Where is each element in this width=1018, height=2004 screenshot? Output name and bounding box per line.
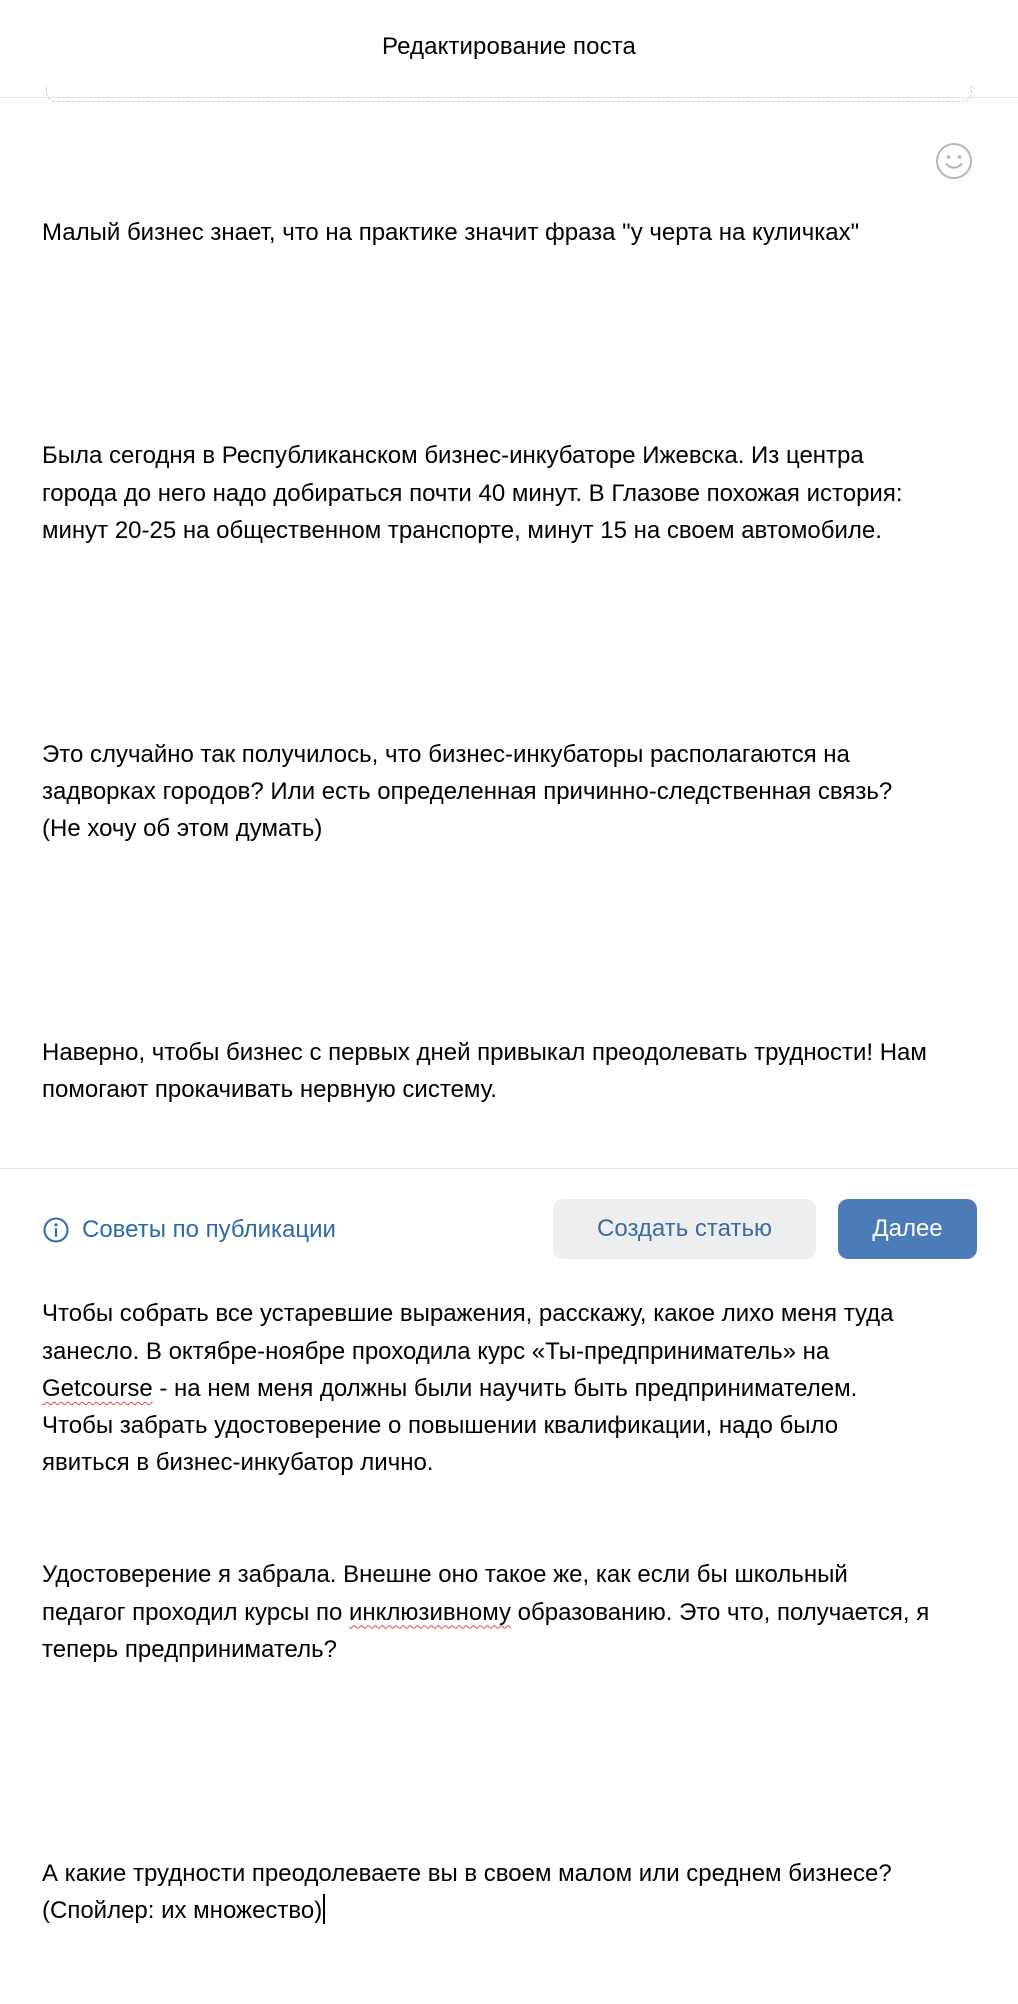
- create-article-button[interactable]: Создать статью: [553, 1199, 816, 1259]
- blank-line: [42, 624, 932, 661]
- post-paragraph: [42, 1556, 936, 1668]
- next-button[interactable]: Далее: [838, 1199, 977, 1259]
- emoji-button[interactable]: [935, 142, 973, 180]
- info-icon: [42, 1216, 70, 1244]
- post-paragraph: Наверно, чтобы бизнес с первых дней привыкал преодолевать трудности! Нам помогают прокачивать нервную систему.: [42, 1039, 934, 1104]
- blank-line: [42, 1743, 932, 1780]
- blank-line: [42, 922, 932, 959]
- post-paragraph: [42, 1855, 932, 1930]
- post-paragraph: Была сегодня в Республиканском бизнес-инкубаторе Ижевска. Из центра города до него надо добираться почти 40 минут. В Глазове похожая история: минут 20-25 на общественном транспорте, минут 15 на своем автомобиле.: [42, 442, 910, 544]
- text-segment: Чтобы собрать все устаревшие выражения, расскажу, какое лихо меня туда занесло. В октябре-ноябре проходила курс «Ты-предприниматель» на: [42, 1300, 901, 1365]
- post-paragraph: Малый бизнес знает, что на практике значит фраза "у черта на куличках": [42, 218, 860, 246]
- post-text-editor[interactable]: [42, 139, 936, 2004]
- modal-header: [0, 0, 1018, 98]
- misspelled-word[interactable]: Getcourse: [42, 1374, 153, 1402]
- smile-icon: [935, 142, 973, 180]
- text-cursor: [323, 1894, 325, 1924]
- publication-tips-label: Советы по публикации: [82, 1216, 336, 1243]
- blank-line: [42, 325, 932, 362]
- text-segment: А какие трудности преодолеваете вы в своем малом или среднем бизнесе? (Спойлер: их множество): [42, 1859, 899, 1924]
- text-segment: образованию. Это что, получается, я теперь предприниматель?: [42, 1598, 936, 1663]
- misspelled-word[interactable]: инклюзивному: [349, 1598, 511, 1626]
- modal-footer: [0, 1168, 1018, 1280]
- post-paragraph: [42, 1295, 932, 1481]
- post-paragraph: Это случайно так получилось, что бизнес-инкубаторы располагаются на задворках городов? Или есть определенная причинно-следственная связь? (Не хочу об этом думать): [42, 740, 899, 843]
- attachments-divider: [46, 86, 972, 102]
- publication-tips-link[interactable]: [42, 1213, 336, 1247]
- text-segment: - на нем меня должны были научить быть предпринимателем. Чтобы забрать удостоверение о повышении квалификации, надо было явиться в бизнес-инкубатор лично.: [42, 1374, 864, 1477]
- modal-title: Редактирование поста: [382, 32, 636, 60]
- text-segment: Удостоверение я забрала. Внешне оно такое же, как если бы школьный педагог проходил курсы по: [42, 1561, 855, 1626]
